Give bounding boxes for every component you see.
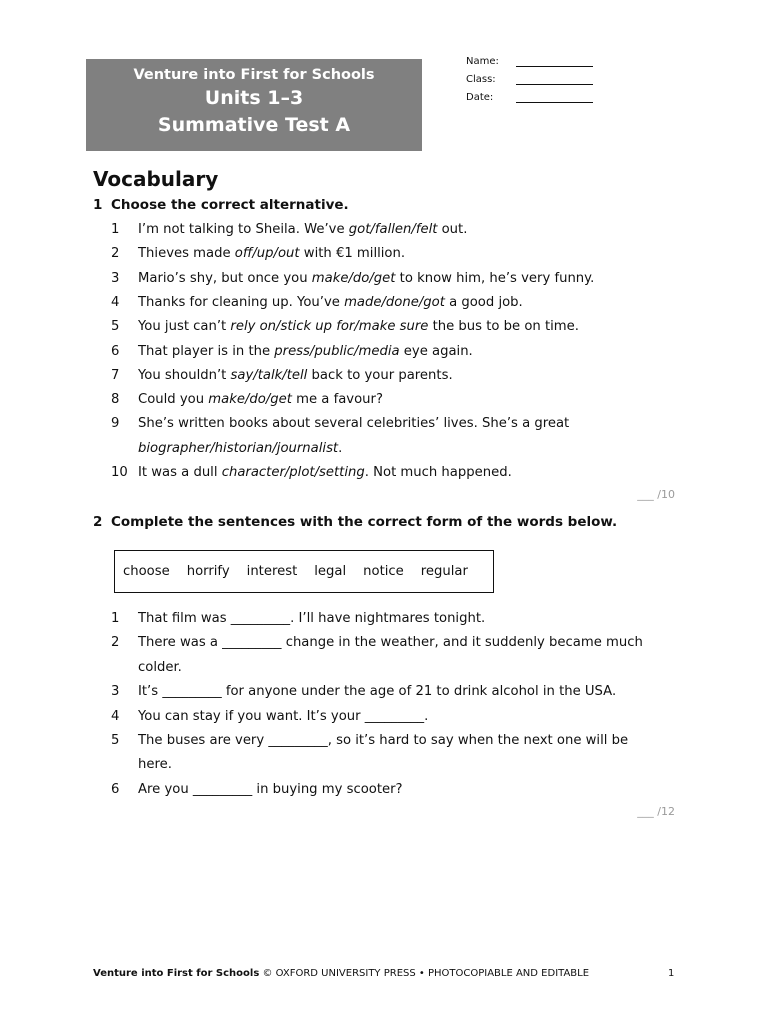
ex2-item: 3 It’s _________ for anyone under the age of 21 to drink alcohol in the USA. (111, 684, 617, 699)
ex1-item: 6 That player is in the press/public/media eye again. (111, 344, 473, 359)
exercise1-heading (93, 197, 349, 213)
footer-copyright: © OXFORD UNIVERSITY PRESS • PHOTOCOPIABLE AND EDITABLE (259, 968, 590, 979)
ex2-item: 2 There was a _________ change in the weather, and it suddenly became much (111, 635, 643, 650)
word-item: horrify (186, 564, 230, 579)
series-title: Venture into First for Schools (133, 67, 375, 83)
word-item: interest (246, 564, 298, 579)
ex1-item: 10 It was a dull character/plot/setting. Not much happened. (111, 465, 512, 480)
exercise2-score: ___ /12 (637, 805, 675, 818)
exercise1-score: ___ /10 (637, 488, 675, 501)
word-item: regular (420, 564, 468, 579)
name-label: Name: (466, 56, 499, 67)
date-label: Date: (466, 92, 494, 103)
ex1-item: 1 I’m not talking to Sheila. We’ve got/fallen/felt out. (111, 222, 468, 237)
word-item: choose (123, 564, 170, 579)
title-box (86, 59, 422, 151)
word-item: notice (363, 564, 404, 579)
exercise2-heading (93, 514, 617, 530)
ex1-item: 4 Thanks for cleaning up. You’ve made/done/got a good job. (111, 295, 523, 310)
exercise1-instruction: Choose the correct alternative. (111, 197, 349, 213)
footer (93, 968, 589, 979)
exercise2-number: 2 (93, 514, 103, 530)
date-field (466, 92, 593, 103)
exercise2-instruction: Complete the sentences with the correct form of the words below. (111, 514, 618, 530)
ex2-item: 5 The buses are very _________, so it’s hard to say when the next one will be (111, 733, 629, 748)
word-item: legal (314, 564, 347, 579)
name-field (466, 56, 593, 67)
ex1-item9-continuation: biographer/historian/journalist. (138, 441, 343, 456)
ex1-item: 7 You shouldn’t say/talk/tell back to your parents. (111, 368, 453, 383)
class-label: Class: (466, 74, 496, 85)
test-title: Summative Test A (157, 114, 351, 136)
word-box (114, 550, 494, 593)
class-line (516, 83, 593, 85)
name-line (516, 65, 593, 67)
ex2-item2-continuation: colder. (138, 660, 182, 675)
units-title: Units 1–3 (204, 87, 304, 109)
ex1-item: 5 You just can’t rely on/stick up for/make sure the bus to be on time. (111, 319, 579, 334)
ex2-item: 1 That film was _________. I’ll have nightmares tonight. (111, 611, 486, 626)
page-number: 1 (668, 968, 675, 979)
ex1-item: 3 Mario’s shy, but once you make/do/get to know him, he’s very funny. (111, 271, 595, 286)
ex1-item: 8 Could you make/do/get me a favour? (111, 392, 383, 407)
ex1-item: 9 She’s written books about several celebrities’ lives. She’s a great (111, 416, 570, 431)
ex1-item: 2 Thieves made off/up/out with €1 million. (111, 246, 406, 261)
ex2-item: 4 You can stay if you want. It’s your _________. (111, 709, 429, 724)
date-line (516, 101, 593, 103)
ex2-item5-continuation: here. (138, 757, 172, 772)
section-title: Vocabulary (93, 167, 219, 191)
footer-brand: Venture into First for Schools (93, 968, 260, 979)
exercise1-number: 1 (93, 197, 103, 213)
class-field (466, 74, 593, 85)
ex2-item: 6 Are you _________ in buying my scooter? (111, 782, 403, 797)
